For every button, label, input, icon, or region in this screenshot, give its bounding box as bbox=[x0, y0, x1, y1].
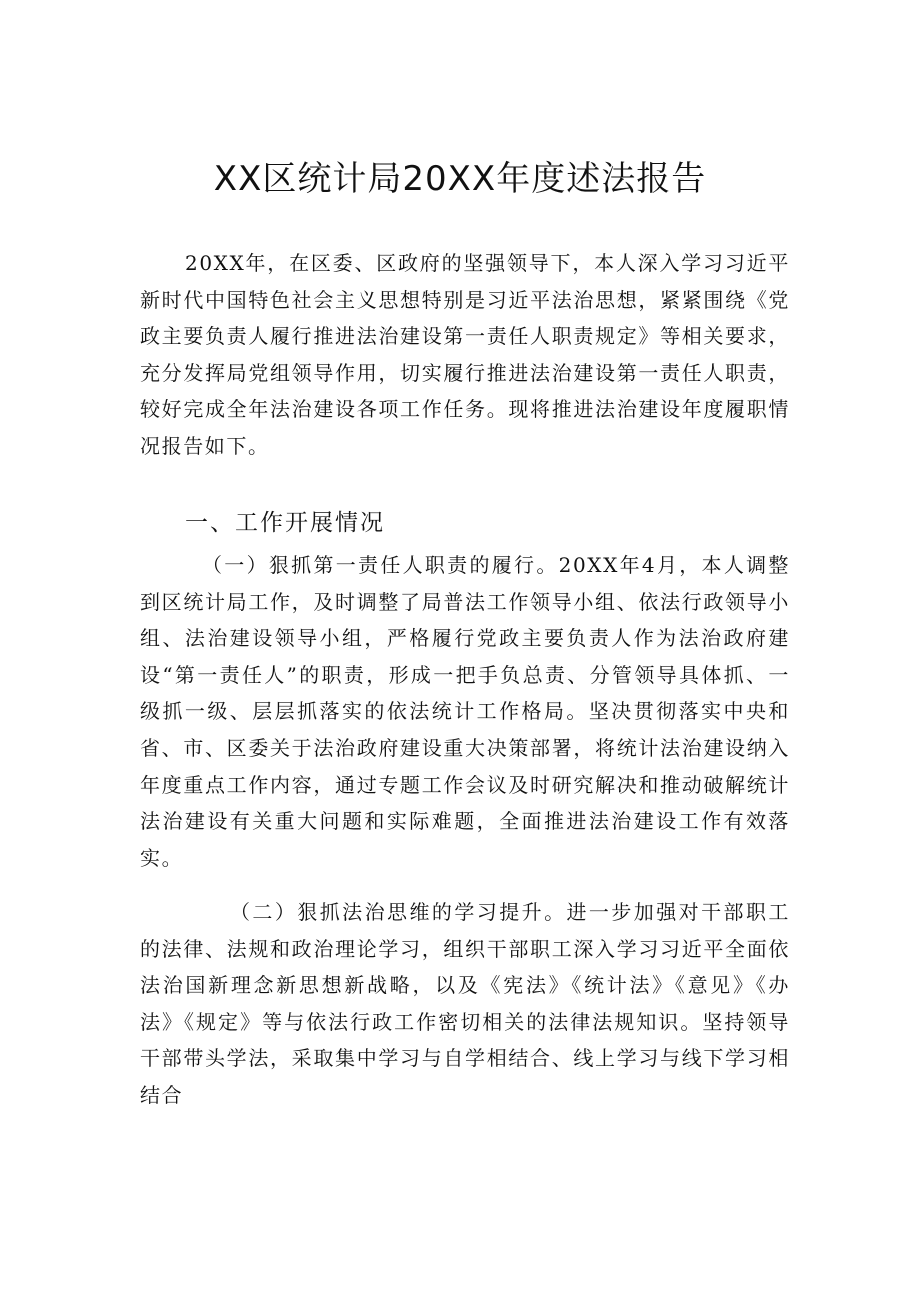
document-title: XX区统计局20XX年度述法报告 bbox=[213, 159, 707, 199]
intro-paragraph: 20XX年，在区委、区政府的坚强领导下，本人深入学习习近平新时代中国特色社会主义思想特别是习近平法治思想，紧紧围绕《党政主要负责人履行推进法治建设第一责任人职责规定》等相关要求，充分发挥局党组领导作用，切实履行推进法治建设第一责任人职责，较好完成全年法治建设各项工作任务。现将推进法治建设年度履职情况报告如下。 bbox=[140, 251, 790, 458]
subsection-1-paragraph: （一）狠抓第一责任人职责的履行。20XX年4月，本人调整到区统计局工作，及时调整了局普法工作领导小组、依法行政领导小组、法治建设领导小组，严格履行党政主要负责人作为法治政府建设“第一责任人”的职责，形成一把手负总责、分管领导具体抓、一级抓一级、层层抓落实的依法统计工作格局。坚决贯彻落实中央和省、市、区委关于法治政府建设重大决策部署，将统计法治建设纳入年度重点工作内容，通过专题工作会议及时研究解决和推动破解统计法治建设有关重大问题和实际难题，全面推进法治建设工作有效落实。 bbox=[140, 553, 790, 870]
subsection-2-paragraph: （二）狠抓法治思维的学习提升。进一步加强对干部职工的法律、法规和政治理论学习，组织干部职工深入学习习近平全面依法治国新理念新思想新战略，以及《宪法》《统计法》《意见》《办法》《规定》等与依法行政工作密切相关的法律法规知识。坚持领导干部带头学法，采取集中学习与自学相结合、线上学习与线下学习相结合 bbox=[140, 900, 790, 1107]
section-heading-work-progress: 一、工作开展情况 bbox=[185, 510, 385, 536]
